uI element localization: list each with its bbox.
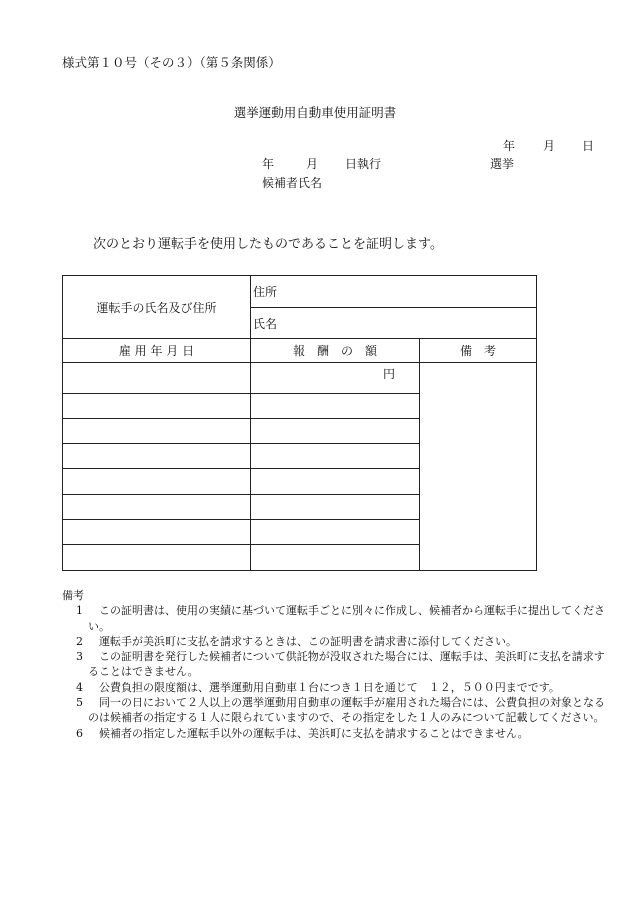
election-day-exec-label: 日執行 — [345, 157, 382, 171]
note-text: この証明書は、使用の実績に基づいて運転手ごとに別々に作成し、候補者から運転手に提出してください。 — [88, 604, 605, 633]
note-text: 公費負担の限度額は、選挙運動用自動車１台につき１日を通じて １２，５００円までです。 — [99, 680, 560, 694]
remuneration-cell[interactable] — [251, 419, 420, 444]
address-field[interactable] — [251, 276, 537, 308]
remuneration-cell[interactable] — [251, 363, 420, 394]
remuneration-cell[interactable] — [251, 545, 420, 571]
employment-date-cell[interactable] — [63, 469, 251, 495]
employment-date-header: 雇 用 年 月 日 — [63, 339, 251, 363]
remuneration-cell[interactable] — [251, 469, 420, 495]
election-year-label: 年 — [262, 157, 275, 171]
name-field[interactable] — [251, 308, 537, 339]
notes-section — [62, 588, 607, 741]
note-item — [62, 634, 607, 649]
remuneration-cell[interactable] — [251, 495, 420, 520]
note-item — [62, 726, 607, 741]
date-month-label: 月 — [543, 139, 556, 153]
employment-date-cell[interactable] — [63, 419, 251, 444]
employment-date-cell[interactable] — [63, 394, 251, 419]
yen-unit: 円 — [382, 367, 395, 381]
date-year-label: 年 — [503, 139, 516, 153]
note-number: 1 — [76, 604, 83, 618]
document-title: 選挙運動用自動車使用証明書 — [233, 105, 397, 120]
note-item — [62, 649, 607, 680]
employment-date-cell[interactable] — [63, 495, 251, 520]
note-number: 5 — [76, 696, 83, 710]
form-number: 様式第１０号（その３）（第５条関係） — [62, 55, 281, 70]
note-number: 4 — [76, 680, 83, 694]
note-text: 同一の日において２人以上の選挙運動用自動車の運転手が雇用された場合には、公費負担の対象となるのは候補者の指定する１人に限られていますので、その指定をした１人のみについて記載してください。 — [88, 696, 605, 725]
note-item — [62, 680, 607, 695]
note-text: 運転手が美浜町に支払を請求するときは、この証明書を請求書に添付してください。 — [99, 634, 517, 648]
date-day-label: 日 — [582, 139, 595, 153]
driver-label-cell — [63, 276, 251, 339]
employment-date-cell[interactable] — [63, 444, 251, 469]
notes-heading: 備考 — [62, 589, 84, 602]
note-number: 2 — [76, 634, 83, 648]
election-month-label: 月 — [306, 157, 319, 171]
certification-statement: 次のとおり運転手を使用したものであることを証明します。 — [93, 237, 443, 252]
remuneration-header: 報 酬 の 額 — [251, 339, 420, 363]
note-text: この証明書を発行した候補者について供託物が没収された場合には、運転手は、美浜町に支払を請求することはできません。 — [88, 650, 605, 679]
note-number: 3 — [76, 650, 83, 664]
driver-label: 運転手の氏名及び住所 — [96, 300, 217, 315]
note-item — [62, 603, 607, 634]
employment-date-cell[interactable] — [63, 520, 251, 545]
name-label: 氏名 — [253, 316, 278, 331]
remuneration-cell[interactable] — [251, 394, 420, 419]
employment-date-cell[interactable] — [63, 363, 251, 394]
remarks-cell[interactable] — [420, 363, 537, 571]
election-label: 選挙 — [490, 157, 515, 171]
certificate-table — [62, 275, 537, 571]
employment-date-cell[interactable] — [63, 545, 251, 571]
note-text: 候補者の指定した運転手以外の運転手は、美浜町に支払を請求することはできません。 — [99, 726, 529, 740]
address-label: 住所 — [253, 285, 278, 299]
remuneration-cell[interactable] — [251, 444, 420, 469]
candidate-name-label: 候補者氏名 — [262, 176, 323, 190]
note-number: 6 — [76, 726, 83, 740]
note-item — [62, 695, 607, 726]
remarks-header: 備 考 — [420, 339, 537, 363]
remuneration-cell[interactable] — [251, 520, 420, 545]
